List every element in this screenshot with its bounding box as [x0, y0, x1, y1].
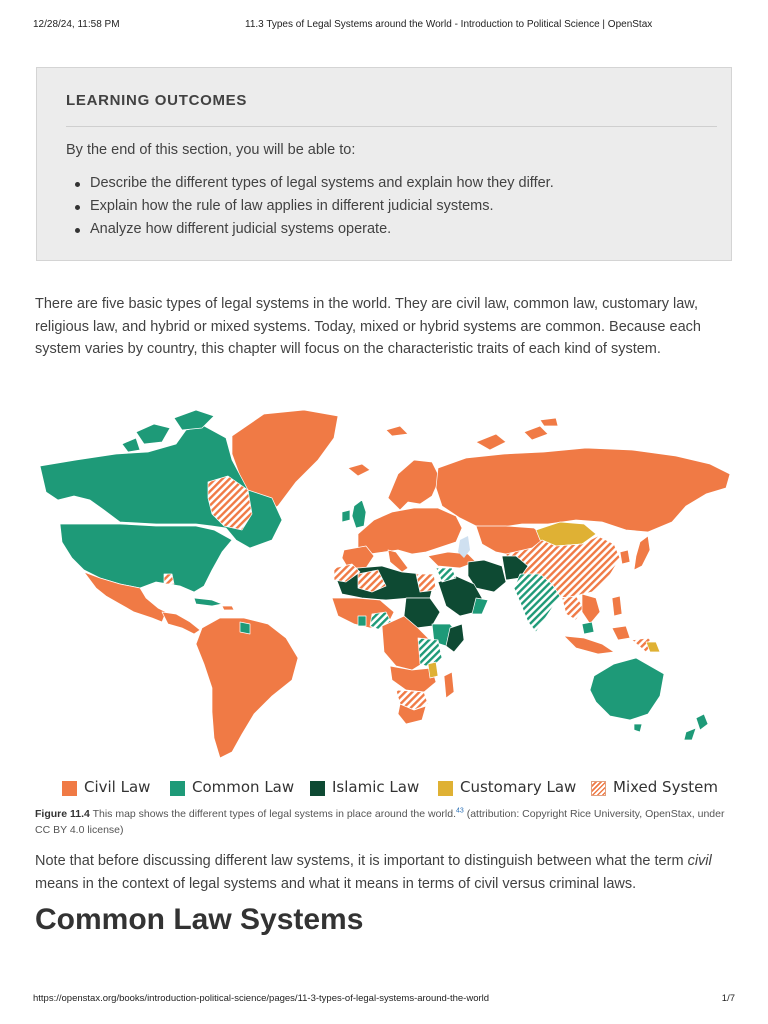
legend-label: Civil Law: [84, 778, 151, 796]
united-kingdom-region: [352, 500, 366, 528]
learning-outcomes-box: [36, 67, 732, 261]
footnote-link[interactable]: 43: [456, 807, 464, 815]
korea-region: [620, 550, 630, 564]
print-url: https://openstax.org/books/introduction-political-science/pages/11-3-types-of-legal-systems-around-the-world: [33, 993, 490, 1004]
indonesia-region: [564, 636, 614, 654]
learning-outcomes-list: [66, 172, 554, 241]
intro-paragraph: There are five basic types of legal systems in the world. They are civil law, common law, customary law, religious law, and hybrid or mixed systems. Today, mixed or hybrid systems are common. Because each system varies by country, this chapter will focus on the characteristic traits of each kind of system.: [35, 296, 701, 357]
mozambique-region: [428, 662, 438, 678]
europe-region: [358, 508, 462, 554]
note-text-before: Note that before discussing different law systems, it is important to distinguish between what the term: [35, 853, 688, 869]
japan-region: [634, 536, 650, 570]
learning-outcome-item: Analyze how different judicial systems operate.: [66, 218, 554, 241]
indonesia-region: [612, 626, 630, 640]
united-states-region: [60, 524, 232, 592]
arctic-islands-region: [174, 410, 214, 430]
borneo-region: [582, 622, 594, 634]
learning-outcome-item: Explain how the rule of law applies in different judicial systems.: [66, 195, 554, 218]
russia-region: [436, 448, 730, 532]
print-datetime: 12/28/24, 11:58 PM: [33, 19, 120, 30]
islamic-law-swatch-icon: [310, 781, 325, 796]
common-law-swatch-icon: [170, 781, 185, 796]
russian-arctic-islands-region: [540, 418, 558, 426]
figure-attribution: (attribution: Copyright Rice University, OpenStax, under CC BY 4.0 license): [35, 808, 725, 836]
iceland-region: [348, 464, 370, 476]
russian-arctic-islands-region: [386, 426, 408, 436]
indochina-region: [582, 594, 600, 624]
tasmania-region: [634, 724, 642, 732]
scandinavia-region: [388, 460, 440, 510]
note-text-after: means in the context of legal systems and what it means in terms of civil versus criminal laws.: [35, 875, 637, 892]
learning-outcome-item: Describe the different types of legal systems and explain how they differ.: [66, 172, 554, 195]
philippines-region: [612, 596, 622, 616]
madagascar-region: [444, 672, 454, 698]
learning-outcomes-title: LEARNING OUTCOMES: [66, 92, 248, 109]
legend-label: Customary Law: [460, 778, 577, 796]
new-zealand-region: [696, 714, 708, 730]
print-header: [33, 19, 735, 33]
arctic-islands-region: [136, 424, 170, 444]
print-footer: [33, 993, 735, 1007]
note-emphasis: civil: [687, 853, 712, 869]
legend-label: Common Law: [192, 778, 295, 796]
ireland-region: [342, 510, 350, 522]
map-legend: [62, 778, 722, 800]
legend-label: Islamic Law: [332, 778, 420, 796]
caribbean-region: [194, 598, 222, 606]
learning-outcomes-divider: [66, 126, 717, 127]
mixed-system-swatch-icon: [591, 781, 606, 796]
note-paragraph: [35, 850, 735, 895]
figure-label: Figure 11.4: [35, 808, 90, 820]
print-page-number: 1/7: [721, 993, 735, 1004]
louisiana-region: [164, 574, 174, 584]
southeast-asia-region: [562, 596, 584, 620]
central-america-region: [162, 612, 200, 634]
russian-arctic-islands-region: [476, 434, 506, 450]
ghana-region: [358, 616, 366, 626]
print-page-title: 11.3 Types of Legal Systems around the World - Introduction to Political Science | OpenStax: [245, 19, 653, 30]
south-america-region: [196, 618, 298, 758]
guyana-region: [240, 622, 250, 634]
section-heading: Common Law Systems: [35, 903, 364, 936]
legend-label: Mixed System: [613, 778, 718, 796]
figure-caption-text: This map shows the different types of legal systems in place around the world.: [89, 808, 456, 820]
legal-systems-world-map: [36, 402, 732, 767]
australia-region: [590, 658, 664, 720]
arctic-islands-region: [122, 438, 140, 452]
learning-outcomes-intro: By the end of this section, you will be able to:: [66, 142, 356, 158]
civil-law-swatch-icon: [62, 781, 77, 796]
customary-law-swatch-icon: [438, 781, 453, 796]
russian-arctic-islands-region: [524, 426, 548, 440]
new-zealand-region: [684, 728, 696, 740]
caribbean-region: [222, 606, 234, 610]
figure-caption: [35, 806, 725, 838]
